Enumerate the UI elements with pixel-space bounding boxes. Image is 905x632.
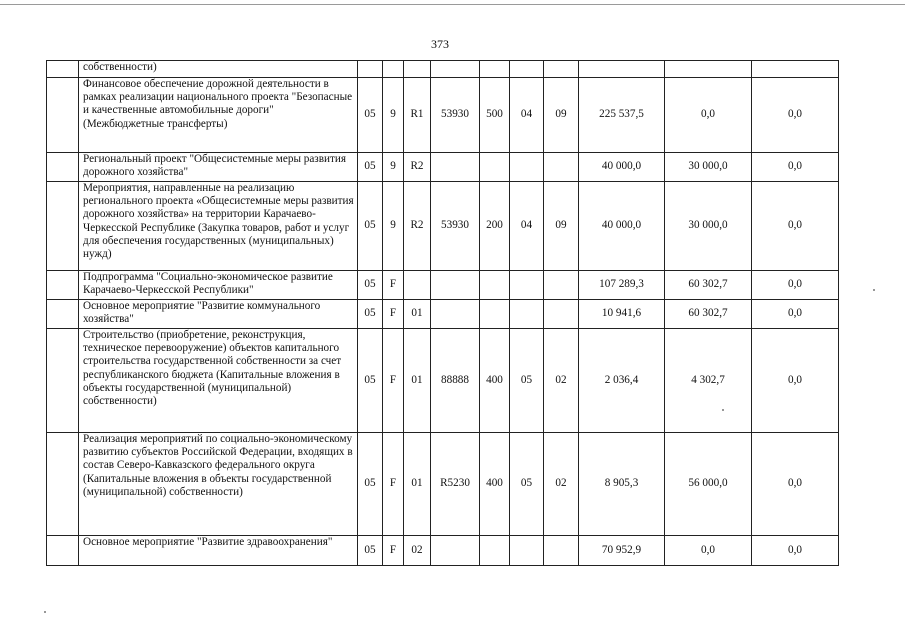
- table-row: [47, 61, 839, 78]
- amount-cell: 60 302,7: [665, 300, 752, 329]
- scan-speck: [44, 611, 46, 613]
- item-name-cell: собственности): [79, 61, 358, 78]
- code-cell: [510, 271, 544, 300]
- code-cell: 9: [383, 153, 404, 182]
- code-cell: [480, 271, 510, 300]
- code-cell: 500: [480, 78, 510, 153]
- code-cell: 04: [510, 78, 544, 153]
- amount-cell: 40 000,0: [579, 153, 665, 182]
- code-cell: [480, 300, 510, 329]
- amount-cell: 40 000,0: [579, 182, 665, 271]
- code-cell: 9: [383, 182, 404, 271]
- code-cell: [431, 536, 480, 566]
- code-cell: 05: [358, 153, 383, 182]
- code-cell: [431, 271, 480, 300]
- item-name-cell: Региональный проект "Общесистемные меры развития дорожного хозяйства": [79, 153, 358, 182]
- code-cell: 05: [358, 329, 383, 433]
- scan-top-edge: [0, 4, 905, 5]
- row-number-cell: [47, 300, 79, 329]
- item-name-cell: Мероприятия, направленные на реализацию регионального проекта «Общесистемные меры развития дорожного хозяйства» на территории Карачаево-Черкесской Республике (Закупка товаров, работ и услуг для обеспечения государственных (муниципальных) нужд): [79, 182, 358, 271]
- code-cell: R2: [404, 182, 431, 271]
- table-row: [47, 182, 839, 271]
- amount-cell: 70 952,9: [579, 536, 665, 566]
- code-cell: [431, 61, 480, 78]
- amount-cell: 0,0: [752, 536, 839, 566]
- amount-cell: 56 000,0: [665, 433, 752, 536]
- amount-cell: 0,0: [752, 433, 839, 536]
- page-number: 373: [431, 37, 449, 51]
- code-cell: 05: [358, 271, 383, 300]
- item-name-cell: Строительство (приобретение, реконструкция, техническое перевооружение) объектов капитального строительства государственной собственности за счет республиканского бюджета (Капитальные вложения в объекты государственной (муниципальной) собственности): [79, 329, 358, 433]
- amount-cell: 30 000,0: [665, 182, 752, 271]
- code-cell: 05: [358, 78, 383, 153]
- row-number-cell: [47, 271, 79, 300]
- row-number-cell: [47, 536, 79, 566]
- row-number-cell: [47, 61, 79, 78]
- code-cell: 400: [480, 433, 510, 536]
- table-row: [47, 153, 839, 182]
- code-cell: 05: [510, 329, 544, 433]
- item-name-cell: Основное мероприятие "Развитие коммунального хозяйства": [79, 300, 358, 329]
- code-cell: 05: [358, 433, 383, 536]
- code-cell: 05: [358, 536, 383, 566]
- code-cell: [480, 153, 510, 182]
- amount-cell: 0,0: [665, 78, 752, 153]
- amount-cell: 0,0: [752, 271, 839, 300]
- code-cell: 02: [544, 329, 579, 433]
- table-row: [47, 329, 839, 433]
- amount-cell: [579, 61, 665, 78]
- item-name-cell: Реализация мероприятий по социально-экономическому развитию субъектов Российской Федерации, входящих в состав Северо-Кавказского федерального округа (Капитальные вложения в объекты государственной (муниципальной) собственности): [79, 433, 358, 536]
- code-cell: 88888: [431, 329, 480, 433]
- amount-cell: 10 941,6: [579, 300, 665, 329]
- code-cell: [404, 271, 431, 300]
- row-number-cell: [47, 433, 79, 536]
- amount-cell: 0,0: [752, 300, 839, 329]
- code-cell: 53930: [431, 78, 480, 153]
- table-row: [47, 271, 839, 300]
- code-cell: [404, 61, 431, 78]
- code-cell: F: [383, 271, 404, 300]
- code-cell: 05: [358, 182, 383, 271]
- code-cell: [510, 300, 544, 329]
- code-cell: 05: [358, 300, 383, 329]
- amount-cell: 0,0: [752, 78, 839, 153]
- item-name-cell: Финансовое обеспечение дорожной деятельности в рамках реализации национального проекта "Безопасные и качественные автомобильные дороги" (Межбюджетные трансферты): [79, 78, 358, 153]
- code-cell: 02: [544, 433, 579, 536]
- code-cell: 09: [544, 182, 579, 271]
- amount-cell: 0,0: [752, 182, 839, 271]
- row-number-cell: [47, 329, 79, 433]
- code-cell: [431, 153, 480, 182]
- code-cell: [431, 300, 480, 329]
- code-cell: 09: [544, 78, 579, 153]
- amount-cell: 225 537,5: [579, 78, 665, 153]
- code-cell: 53930: [431, 182, 480, 271]
- code-cell: [544, 536, 579, 566]
- code-cell: 200: [480, 182, 510, 271]
- code-cell: [510, 153, 544, 182]
- amount-cell: 0,0: [752, 329, 839, 433]
- amount-cell: [752, 61, 839, 78]
- code-cell: [544, 153, 579, 182]
- amount-cell: 107 289,3: [579, 271, 665, 300]
- code-cell: F: [383, 300, 404, 329]
- code-cell: [480, 61, 510, 78]
- row-number-cell: [47, 153, 79, 182]
- amount-cell: 2 036,4: [579, 329, 665, 433]
- amount-cell: [665, 61, 752, 78]
- code-cell: [510, 61, 544, 78]
- amount-cell: 30 000,0: [665, 153, 752, 182]
- budget-table: [46, 60, 839, 566]
- code-cell: F: [383, 433, 404, 536]
- amount-cell: 8 905,3: [579, 433, 665, 536]
- code-cell: 05: [510, 433, 544, 536]
- code-cell: 02: [404, 536, 431, 566]
- table-row: [47, 536, 839, 566]
- code-cell: R1: [404, 78, 431, 153]
- code-cell: 9: [383, 78, 404, 153]
- table-row: [47, 433, 839, 536]
- amount-cell: 60 302,7: [665, 271, 752, 300]
- amount-cell: 0,0: [752, 153, 839, 182]
- code-cell: [544, 61, 579, 78]
- row-number-cell: [47, 78, 79, 153]
- table-row: [47, 300, 839, 329]
- code-cell: 01: [404, 300, 431, 329]
- code-cell: [544, 271, 579, 300]
- amount-cell: 4 302,7: [665, 329, 752, 433]
- code-cell: R5230: [431, 433, 480, 536]
- code-cell: [383, 61, 404, 78]
- amount-cell: 0,0: [665, 536, 752, 566]
- code-cell: F: [383, 536, 404, 566]
- code-cell: R2: [404, 153, 431, 182]
- code-cell: 400: [480, 329, 510, 433]
- table-row: [47, 78, 839, 153]
- code-cell: [544, 300, 579, 329]
- code-cell: 01: [404, 329, 431, 433]
- code-cell: [358, 61, 383, 78]
- item-name-cell: Подпрограмма "Социально-экономическое развитие Карачаево-Черкесской Республики": [79, 271, 358, 300]
- scan-speck: [722, 409, 724, 411]
- code-cell: [480, 536, 510, 566]
- code-cell: 01: [404, 433, 431, 536]
- item-name-cell: Основное мероприятие "Развитие здравоохранения": [79, 536, 358, 566]
- code-cell: F: [383, 329, 404, 433]
- scan-speck: [873, 289, 875, 291]
- row-number-cell: [47, 182, 79, 271]
- code-cell: [510, 536, 544, 566]
- code-cell: 04: [510, 182, 544, 271]
